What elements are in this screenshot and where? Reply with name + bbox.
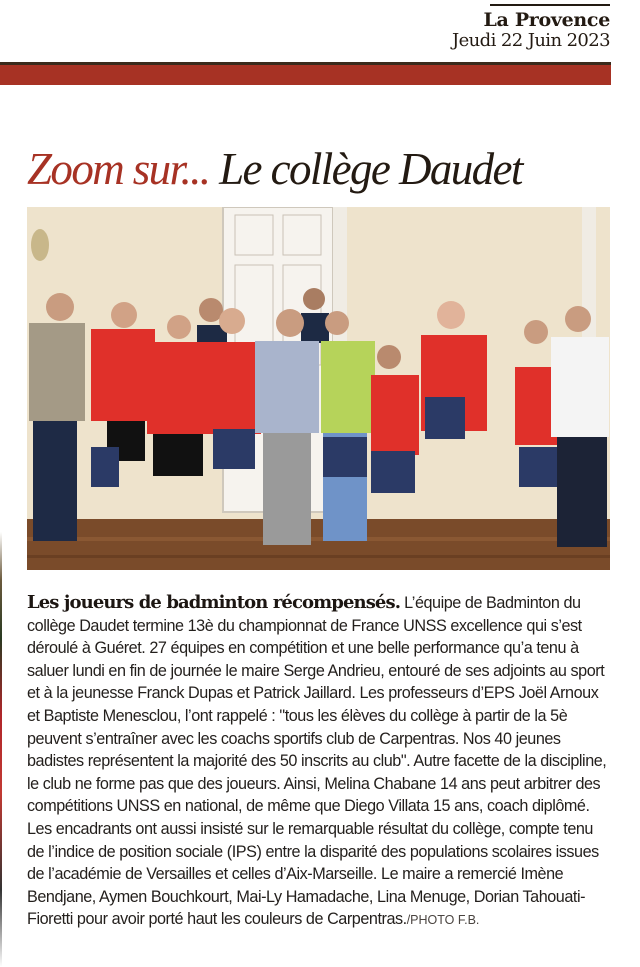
headline-kicker: Zoom sur... bbox=[27, 144, 210, 194]
article-lead: Les joueurs de badminton récompensés. bbox=[27, 592, 401, 613]
masthead bbox=[410, 4, 610, 51]
header-band bbox=[0, 65, 611, 85]
group-photo-icon bbox=[27, 207, 610, 570]
publication-name: La Provence bbox=[483, 9, 610, 31]
masthead-rule bbox=[490, 4, 610, 6]
headline-title: Le collège Daudet bbox=[219, 144, 522, 194]
adjacent-page-edge bbox=[0, 0, 2, 967]
article-body bbox=[27, 592, 610, 932]
headline bbox=[27, 143, 522, 195]
publication-date: Jeudi 22 Juin 2023 bbox=[452, 30, 610, 51]
photo-credit: /PHOTO F.B. bbox=[406, 913, 480, 928]
article-text: L’équipe de Badminton du collège Daudet termine 13è du championnat de France UNSS excellence qui s’est déroulé à Guéret. 27 équipes en compétition et une belle performance qu’a tenu à saluer lundi en fin de journée le maire Serge Andrieu, entouré de ses adjoints au sport et à la jeunesse Franck Dupas et Patrick Jaillard. Les professeurs d’EPS Joël Arnoux et Baptiste Menesclou, l’ont rappelé : "tous les élèves du collège à partir de la 5è peuvent s’entraîner avec les coachs sportifs club de Carpentras. Nos 40 jeunes badistes représentent la majorité des 50 inscrits au club". Autre facette de la discipline, le club ne forme pas que des joueurs. Ainsi, Melina Chabane 14 ans peut arbitrer des compétitions UNSS en national, de même que Diego Villata 15 ans, coach diplômé. Les encadrants ont aussi insisté sur le remarquable résultat du collège, compte tenu de l’indice de position sociale (IPS) entre la disparité des populations scolaires issues de l’académie de Versailles et celles d’Aix-Marseille. Le maire a remercié Imène Bendjane, Aymen Bouchkourt, Mai-Ly Hamadache, Lina Menuge, Dorian Tahouati-Fioretti pour avoir porté haut les couleurs de Carpentras. bbox=[27, 594, 607, 929]
group-photo bbox=[27, 207, 610, 570]
